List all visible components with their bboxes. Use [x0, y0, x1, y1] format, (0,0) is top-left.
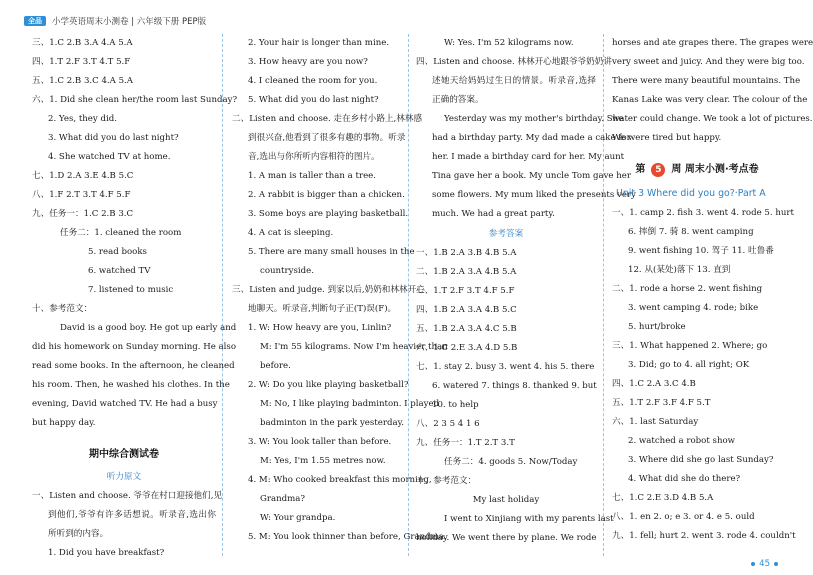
publisher-logo: 全品: [24, 16, 46, 26]
essay-line: very sweet and juicy. And they were big too.: [612, 57, 805, 67]
essay-line: We were tired but happy.: [612, 133, 722, 143]
answer-line: 八、1.F 2.T 3.T 4.F 5.F: [32, 190, 131, 200]
dialogue-line: W: Your grandpa.: [260, 513, 336, 523]
answer-line: 三、1. What happened 2. Where; go: [612, 341, 768, 351]
answer-line: 一、1.B 2.A 3.B 4.B 5.A: [416, 248, 517, 258]
answer-line: 7. listened to music: [88, 285, 174, 295]
answer-line: 七、1.D 2.A 3.E 4.B 5.C: [32, 171, 134, 181]
week-number-badge: 5: [651, 163, 665, 177]
question-line: 5. There are many small houses in the: [248, 247, 415, 257]
essay-line: water could change. We took a lot of pictures.: [612, 114, 813, 124]
question-line: 到很兴奋,他看到了很多有趣的事物。听录: [248, 133, 406, 143]
question-line: 二、Listen and choose. 走在乡村小路上,林林感: [232, 114, 423, 124]
passage-line: much. We had a great party.: [432, 209, 555, 219]
answer-line: 九、任务一：1.T 2.T 3.T: [416, 438, 515, 448]
answer-line: 八、2 3 5 4 1 6: [416, 419, 480, 429]
essay-line: There were many beautiful mountains. The: [612, 76, 801, 86]
week-heading: [612, 156, 782, 184]
answer-line: 9. went fishing 10. 驾子 11. 吐鲁番: [628, 246, 774, 256]
answer-line: 四、1.B 2.A 3.A 4.B 5.C: [416, 305, 517, 315]
page-number: [751, 559, 778, 569]
dialogue-line: 2. W: Do you like playing basketball?: [248, 380, 409, 390]
answer-line: 5. hurt/broke: [628, 322, 686, 332]
dialogue-line: badminton in the park yesterday.: [260, 418, 405, 428]
answer-line: 七、1. stay 2. busy 3. went 4. his 5. there: [416, 362, 595, 372]
answer-line: 五、1.B 2.A 3.A 4.C 5.B: [416, 324, 517, 334]
answer-line: 八、1. en 2. o; e 3. or 4. e 5. ould: [612, 512, 755, 522]
answer-key-heading: 参考答案: [488, 229, 524, 239]
answer-line: 4. She watched TV at home.: [48, 152, 171, 162]
answer-line: 2. watched a robot show: [628, 436, 736, 446]
answer-line: 3. What did you do last night?: [48, 133, 179, 143]
week-prefix: 第: [635, 164, 646, 175]
book-title: 小学英语周末小测卷 | 六年级下册 PEP版: [52, 17, 207, 27]
answer-line: 四、1.T 2.F 3.T 4.T 5.F: [32, 57, 131, 67]
dialogue-line: Grandma?: [260, 494, 306, 504]
essay-line: read some books. In the afternoon, he cleaned: [32, 361, 235, 371]
dialogue-line: M: No, I like playing badminton. I played: [260, 399, 440, 409]
answer-line: 九、任务一：1.C 2.B 3.C: [32, 209, 134, 219]
essay-line: horses and ate grapes there. The grapes were: [612, 38, 813, 48]
answer-line: 3. went camping 4. rode; bike: [628, 303, 759, 313]
answer-line: 六、1. Did she clean her/the room last Sunday?: [32, 95, 238, 105]
column-4: [612, 34, 813, 556]
section-subtitle: 听力原文: [106, 472, 142, 482]
essay-line: David is a good boy. He got up early and: [60, 323, 237, 333]
question-line: 2. A rabbit is bigger than a chicken.: [248, 190, 405, 200]
dialogue-line: before.: [260, 361, 291, 371]
dialogue-line: 4. M: Who cooked breakfast this morning,: [248, 475, 432, 485]
column-3: [416, 34, 636, 556]
question-line: 到他们,爷爷有许多话想说。听录音,选出你: [48, 510, 216, 520]
answer-line: 七、1.C 2.E 3.D 4.B 5.A: [612, 493, 714, 503]
question-line: 4. A cat is sleeping.: [248, 228, 334, 238]
unit-title: Unit 3 Where did you go?·Part A: [616, 188, 766, 199]
question-line: 1. A man is taller than a tree.: [248, 171, 376, 181]
dialogue-line: M: I'm 55 kilograms. Now I'm heavier than: [260, 342, 448, 352]
question-line: 所听到的内容。: [48, 529, 109, 539]
question-line: 一、Listen and choose. 爷爷在村口迎接他们,见: [32, 491, 223, 501]
week-title: 周 周末小测·考点卷: [671, 164, 759, 175]
answer-line: 四、1.C 2.A 3.C 4.B: [612, 379, 696, 389]
answer-line: 二、1.B 2.A 3.A 4.B 5.A: [416, 267, 517, 277]
answer-line: 三、1.C 2.B 3.A 4.A 5.A: [32, 38, 133, 48]
answer-line: 三、1.T 2.F 3.T 4.F 5.F: [416, 286, 515, 296]
answer-line: 二、1. rode a horse 2. went fishing: [612, 284, 763, 294]
answer-line: 一、1. camp 2. fish 3. went 4. rode 5. hurt: [612, 208, 794, 218]
dialogue-line: M: Yes, I'm 1.55 metres now.: [260, 456, 386, 466]
essay-line: Kanas Lake was very clear. The colour of the: [612, 95, 808, 105]
answer-line: 六、1.C 2.E 3.A 4.D 5.B: [416, 343, 518, 353]
question-line: 3. Some boys are playing basketball.: [248, 209, 409, 219]
question-line: 正确的答案。: [432, 95, 484, 105]
answer-line: 6. 摔倒 7. 骑 8. went camping: [628, 227, 754, 237]
passage-line: had a birthday party. My dad made a cake for: [432, 133, 631, 143]
question-line: 4. I cleaned the room for you.: [248, 76, 378, 86]
question-line: 音,选出与你所听内容相符的图片。: [248, 152, 380, 162]
essay-line: evening, David watched TV. He had a busy: [32, 399, 218, 409]
answer-line: 六、1. last Saturday: [612, 417, 699, 427]
question-line: 述她天给妈妈过生日的情景。听录音,选择: [432, 76, 596, 86]
answer-line: 九、1. fell; hurt 2. went 3. rode 4. couldn't: [612, 531, 796, 541]
answer-line: 五、1.C 2.B 3.C 4.A 5.A: [32, 76, 133, 86]
question-line: 1. Did you have breakfast?: [48, 548, 165, 558]
page-number-text: 45: [759, 559, 770, 569]
answer-line: 5. read books: [88, 247, 147, 257]
answer-line: 十、参考范文：: [32, 304, 93, 314]
question-line: 三、Listen and judge. 到家以后,奶奶和林林开心: [232, 285, 425, 295]
question-line: 3. How heavy are you now?: [248, 57, 368, 67]
answer-line: 6. watched TV: [88, 266, 151, 276]
column-1: [32, 34, 238, 558]
answer-line: 3. Did; go to 4. all right; OK: [628, 360, 750, 370]
passage-line: some flowers. My mum liked the presents very: [432, 190, 636, 200]
question-line: 四、Listen and choose. 林林开心地跟爷爷奶奶讲: [416, 57, 612, 67]
dot-icon: [774, 562, 778, 566]
dialogue-line: 5. M: You look thinner than before, Grandma.: [248, 532, 447, 542]
essay-title: My last holiday: [472, 495, 540, 505]
passage-line: Yesterday was my mother's birthday. She: [444, 114, 624, 124]
passage-line: Tina gave her a book. My uncle Tom gave her: [432, 171, 631, 181]
answer-line: 3. Where did she go last Sunday?: [628, 455, 774, 465]
answer-line: 4. What did she do there?: [628, 474, 741, 484]
answer-line: 五、1.T 2.F 3.F 4.F 5.T: [612, 398, 711, 408]
page-header: [24, 14, 206, 28]
answer-line: 2. Yes, they did.: [48, 114, 117, 124]
question-line: 地聊天。听录音,判断句子正(T)误(F)。: [248, 304, 397, 314]
question-line: countryside.: [260, 266, 314, 276]
passage-line: her. I made a birthday card for her. My aunt: [432, 152, 625, 162]
answer-line: 十、参考范文：: [416, 476, 477, 486]
essay-line: his room. Then, he washed his clothes. In the: [32, 380, 230, 390]
answer-line: 6. watered 7. things 8. thanked 9. but: [432, 381, 597, 391]
essay-line: I went to Xinjiang with my parents last: [444, 514, 614, 524]
question-line: 2. Your hair is longer than mine.: [248, 38, 390, 48]
essay-line: but happy day.: [32, 418, 96, 428]
dialogue-line: 1. W: How heavy are you, Linlin?: [248, 323, 392, 333]
column-divider: [222, 34, 223, 556]
answer-line: 12. 从(某处)落下 13. 直到: [628, 265, 731, 275]
section-title: 期中综合测试卷: [89, 449, 159, 460]
dialogue-line: W: Yes. I'm 52 kilograms now.: [444, 38, 574, 48]
answer-line: 任务二：1. cleaned the room: [60, 228, 182, 238]
question-line: 5. What did you do last night?: [248, 95, 379, 105]
essay-line: did his homework on Sunday morning. He also: [32, 342, 237, 352]
dialogue-line: 3. W: You look taller than before.: [248, 437, 392, 447]
answer-line: 10. to help: [432, 400, 479, 410]
answer-line: 任务二：4. goods 5. Now/Today: [444, 457, 578, 467]
essay-line: holiday. We went there by plane. We rode: [416, 533, 597, 543]
dot-icon: [751, 562, 755, 566]
